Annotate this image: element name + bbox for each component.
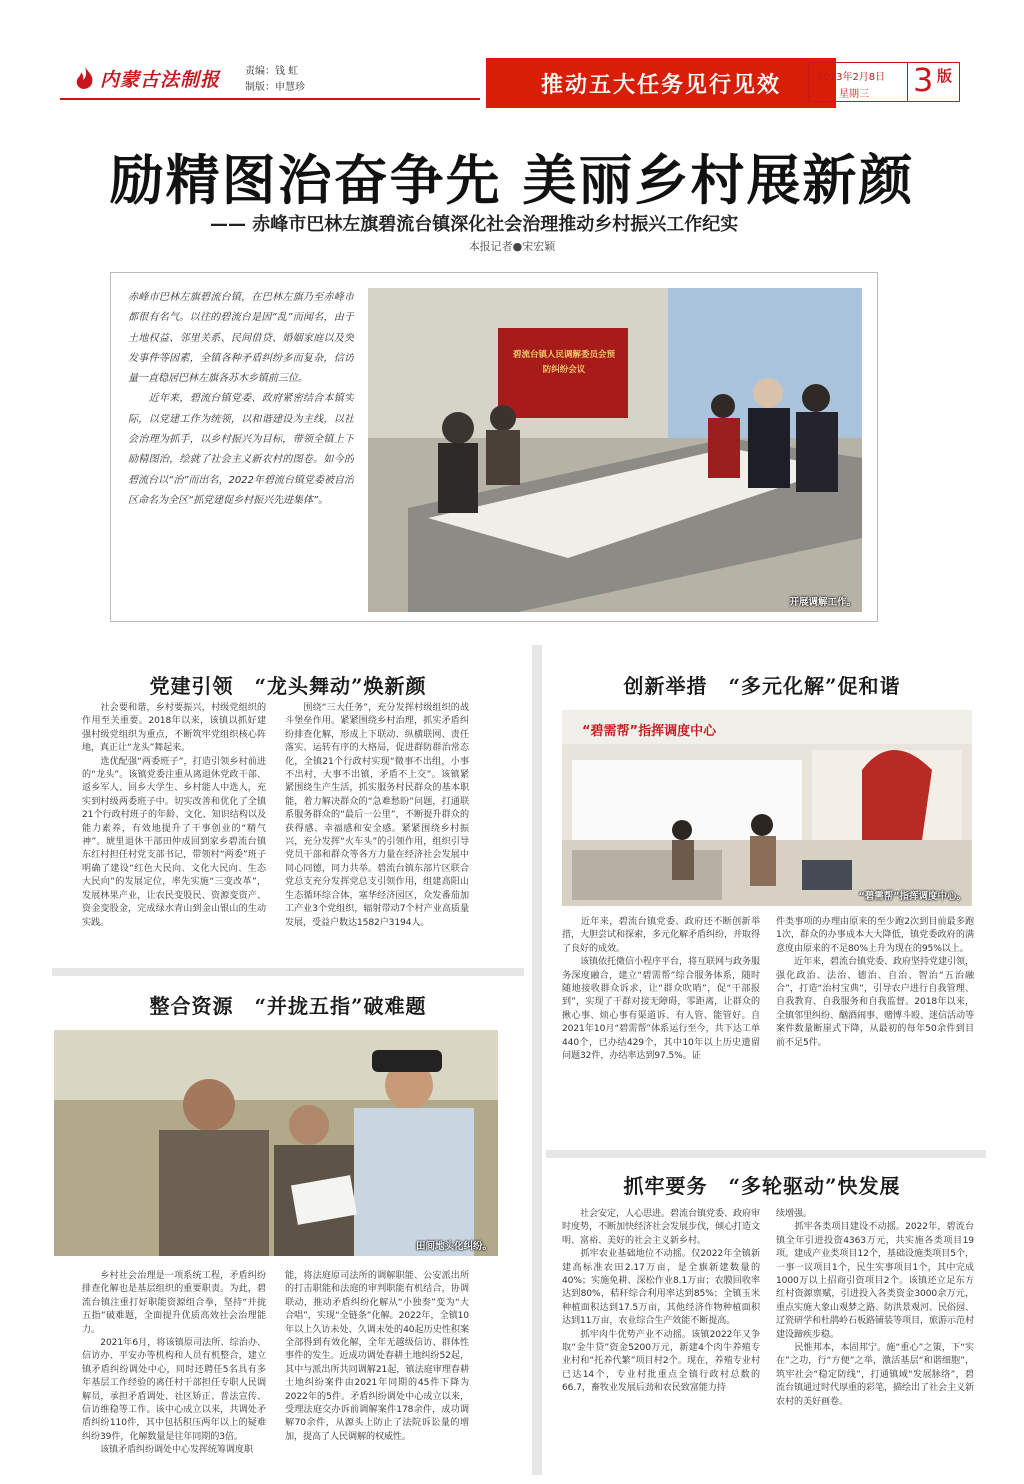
section2-col2: 能，将法庭原司法所的调解职能、公安派出所的打击职能和法庭的审判职能有机结合，协调联动，推动矛盾纠纷化解从“小独奏”变为“大合唱”，实现“全链条”化解。2022年，全镇10年以上久访未处、久调未处的40起历史性积案全部得到有效化解，全年无越级信访、群体性事件的发生。近成功调处春耕土地纠纷52起，其中与派出所共同调解21起，镇法庭审理春耕土地纠纷案件由2021年同期的45件下降为2022年的5件。矛盾纠纷调处中心成立以来，受理法庭交办诉前调解案件178余件，成功调解70余件，从源头上防止了法院诉讼量的增加，提高了人民调解的权威性。 [285, 1271, 469, 1442]
section3-photo [562, 710, 972, 906]
editor-label: 责编：钱 虹 [245, 66, 299, 77]
section1-col1: 社会要和谐，乡村要振兴，村级党组织的作用至关重要。2018年以来，该镇以抓好建强村级党组织为重点，不断筑牢党组织核心阵地，真正让“龙头”舞起来。 选优配强“两委班子”，打造引领乡村前进的“龙头”。该镇党委注重从离退休党政干部、返乡军人、回乡大学生、乡村能人中选人，充实到村级两委班子中。切实改善和优化了全镇21个行政村班子的年龄、文化、知识结构以及能力素养，有效地提升了干事创业的“精气神”。琥里退休干部田仲成回到家乡碧流台镇东红村担任村党支部书记，带领村“两委”班子明确了建设“红色大民向、文化大民向、生态大民向”的发展定位，率先实施“三变改革”，发展林果产业，让农民变股民、资源变资产、资金变股金，完成绿水青山到金山银山的生动实践。 [82, 703, 266, 928]
date: 2023年2月8日 [817, 72, 886, 83]
section4-title: 抓牢要务 “多轮驱动”快发展 [623, 1174, 901, 1198]
byline: 本报记者●宋宏颖 [468, 240, 556, 253]
section1-col2: 围绕“三大任务”，充分发挥村级组织的战斗堡垒作用。紧紧围绕乡村治理，抓实矛盾纠纷排查化解，形成上下联动、纵横联网、责任落实、运转有序的大格局，促进群防群治常态化，全镇21个行政村实现“微事不出组，小事不出村，大事不出镇，矛盾不上交”。该镇紧紧围绕生产生活，抓实服务村民群众的基本职能，着力解决群众的“急难愁盼”问题，打通联系服务群众的“最后一公里”，不断提升群众的获得感、幸福感和安全感。紧紧围绕乡村振兴，充分发挥“火车头”的引领作用，组织引导党员干部和群众等各方力量在经济社会发展中同心同德，同力共举。碧流台镇东部片区联合党总支充分发挥党总支引领作用，组建高阳山生态循环综合体，塞华经济园区，众发番茄加工产业3个党组织，辐射带动7个村产业高质量发展，受益户数达1582户3194人。 [285, 703, 469, 928]
page-suffix: 版 [937, 67, 953, 85]
date-box [808, 62, 960, 102]
section1-title: 党建引领 “龙头舞动”焕新颜 [149, 674, 427, 698]
page-number: 3 [913, 61, 934, 99]
banner-text: 推动五大任务见行见效 [540, 72, 781, 98]
row-divider-right [546, 1150, 986, 1158]
section2-photo [54, 1030, 498, 1256]
section2-col1: 乡村社会治理是一项系统工程，矛盾纠纷排查化解也是基层组织的重要职责。为此，碧流台镇注重打好职能资源组合拳，坚持“并拢五指”破难题，全面提升优质高效社会治理能力。 2021年6月，将该镇原司法所、综治办、信访办、平安办等机构和人员有机整合，建立镇矛盾纠纷调处中心，同时还聘任5名具有多年基层工作经验的离任村干部担任专职人民调解员，承担矛盾调处、社区矫正、普法宣传、信访维稳等工作。该中心成立以来，共调处矛盾纠纷110件，其中包括积压两年以上的疑难纠纷39件，化解数量是往年同期的3倍。 该镇矛盾纠纷调处中心发挥统筹调度职 [82, 1271, 266, 1456]
intro-photo [368, 288, 862, 612]
logo-text: 内蒙古法制报 [100, 68, 221, 91]
layout-label: 制版：申慧珍 [245, 82, 305, 93]
section3-photo-caption: “碧需帮”指挥调度中心。 [858, 891, 966, 902]
logo [72, 62, 227, 94]
date-divider [907, 63, 908, 101]
banner [486, 58, 836, 108]
section4-col2: 续增强。 抓牢各类项目建设不动摇。2022年，碧流台镇全年引进投资4363万元，共实施各类项目19项。建成产业类项目12个，基础设施类项目5个，一事一议项目1个，民生实事项目1个，其中完成1000万以上招商引资项目2个。该镇还立足东方红村资源禀赋，引进投入各类资金3000余万元，重点实施大象山观梦之路、防洪景观河、民俗园、辽瓷研学和杜鹃岭石板路铺装等项目，旅游示范村建设蹄疾步稳。 民惟邦本，本固邦宁。施“重心”之策，下“实在”之功，行“方便”之举，激活基层“和谐细胞”，筑牢社会“稳定防线”，打通镇域“发展脉络”，碧流台镇通过时代厚重的彩笔，描绘出了社会主义新农村的美好画卷。 [776, 1209, 974, 1407]
weekday: 星期三 [839, 89, 869, 100]
intro-text: 赤峰市巴林左旗碧流台镇，在巴林左旗乃至赤峰市都很有名气。以往的碧流台是因“乱”而闻名，由于土地权益、邻里关系、民间借贷、婚姻家庭以及突发事件等因素，全镇各种矛盾纠纷多而复杂，信访量一直稳居巴林左旗各苏木乡镇前三位。 近年来，碧流台镇党委、政府紧密结合本镇实际，以党建工作为统领，以和谐建设为主线，以社会治理为抓手，以乡村振兴为目标，带领全镇上下励精图治，绘就了社会主义新农村的图卷。如今的碧流台以“治”而出名，2022年碧流台镇党委被自治区命名为全区“抓党建促乡村振兴先进集体”。 [128, 292, 354, 506]
row-divider-left [52, 968, 524, 976]
section3-title: 创新举措 “多元化解”促和谐 [623, 674, 901, 698]
meeting-sign-text: 碧流台镇人民调解委员会预防纠纷会议 [512, 350, 615, 375]
section3-col2: 件类事项的办理由原来的至少跑2次到目前最多跑1次，群众的办事成本大大降低，镇党委政府的满意度由原来的不足80%上升为现在的95%以上。 近年来，碧流台镇党委、政府坚持党建引领，强化政治、法治、德治、自治、智治“五治融合”，打造“治村宝典”，引导农户进行自我管理、自我教育、自我服务和自我监督。2018年以来，全镇邻里纠纷、酗酒闹事、赌博斗殴、迷信活动等案件数量断崖式下降，从最初的每年50余件到目前不足5件。 [776, 917, 974, 1048]
center-sign-text: “碧需帮”指挥调度中心 [582, 724, 717, 739]
field-scene [54, 1030, 498, 1256]
header-red-rule [60, 98, 480, 100]
masthead [60, 58, 1020, 116]
headline: 励精图治奋争先 美丽乡村展新颜 [109, 148, 915, 212]
section3-col1: 近年来，碧流台镇党委、政府还不断创新举措，大胆尝试和探索，多元化解矛盾纠纷，并取得了良好的成效。 该镇依托微信小程序平台，将互联网与政务服务深度融合，建立“碧需帮”综合服务体系，随时随地接收群众诉求，让“群众吹哨”，促“干部报到”，实现了干群对接无障碍，零距离，让群众的揪心事、烦心事有渠道诉、有人管、能管好。自2021年10月“碧需帮”体系运行至今，共下达工单440个，已办结429个，其中10年以上历史遗留问题32件，办结率达到97.5%。证 [562, 917, 760, 1062]
section4-col1: 社会安定，人心思进。碧流台镇党委、政府审时度势，不断加快经济社会发展步伐，倾心打造文明、富裕、美好的社会主义新乡村。 抓牢农业基础地位不动摇。仅2022年全镇新建高标准农田2.17万亩，是全旗新建数量的40%；实施免耕、深松作业8.1万亩；农膜回收率达到80%，秸秆综合利用率达到85%；全镇玉米种植面积达到17.5万亩，其他经济作物种植面积达到11万亩，农业综合生产效能不断提高。 抓牢肉牛优势产业不动摇。该镇2022年又争取“金牛贷”资金5200万元，新建4个肉牛养殖专业村和“托养代繁”项目村2个。现在，养殖专业村已达14个，专业村批重点全镇行政村总数的66.7，畜牧业发展后劲和农民致富能力持 [562, 1209, 760, 1394]
logo-flame-icon [72, 65, 98, 91]
meeting-scene [368, 288, 862, 612]
intro-photo-caption: 开展调解工作。 [789, 597, 856, 608]
subheadline: —— 赤峰市巴林左旗碧流台镇深化社会治理推动乡村振兴工作纪实 [210, 214, 739, 235]
section2-title: 整合资源 “并拢五指”破难题 [149, 994, 427, 1018]
section2-photo-caption: 田间地头化纠纷。 [415, 1241, 492, 1252]
command-center-scene [562, 710, 972, 906]
column-divider [532, 645, 542, 1475]
